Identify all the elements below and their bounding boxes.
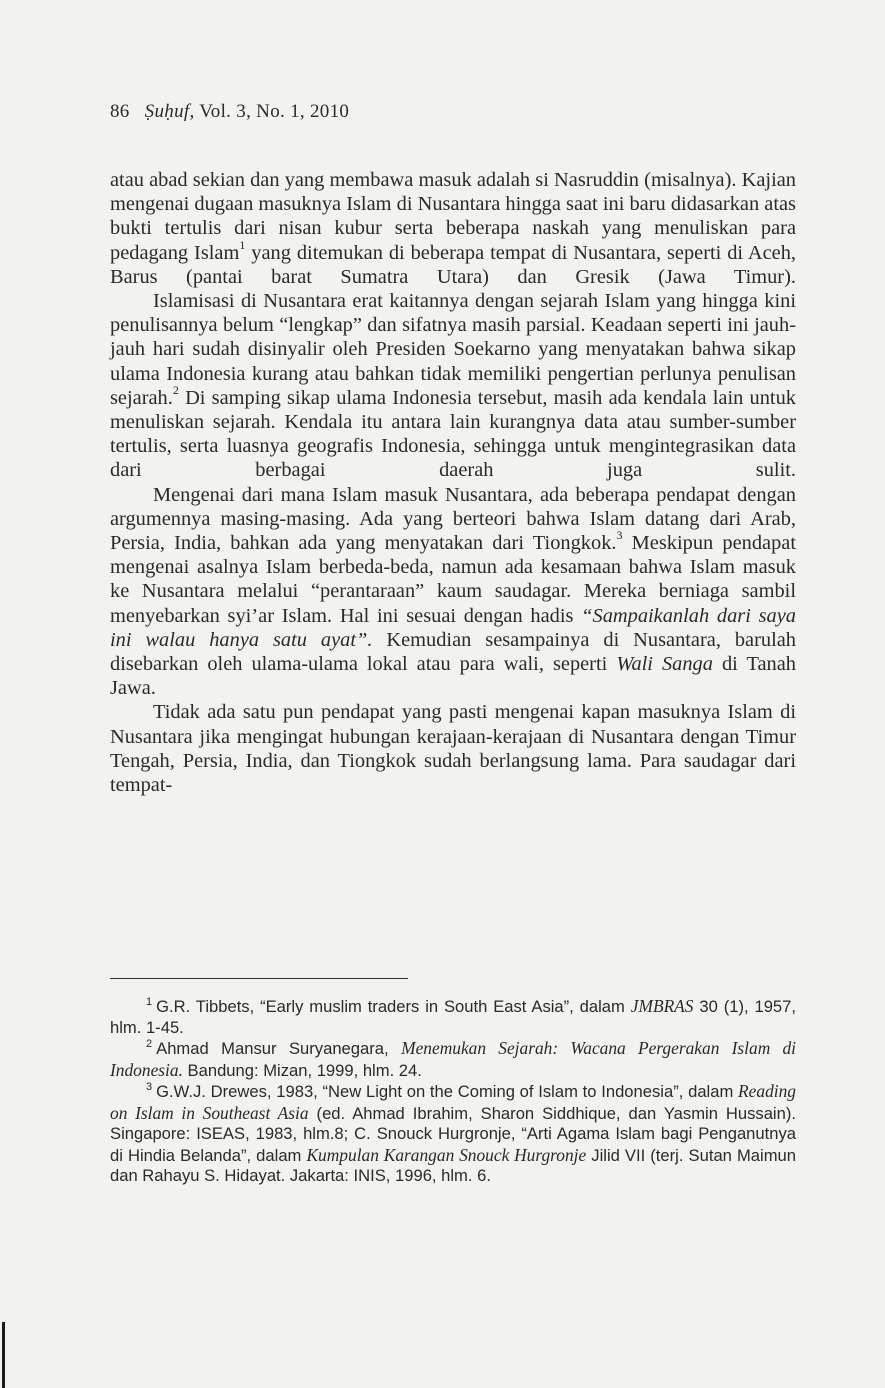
paragraph-3-text-cont: Meskipun pendapat mengenai asalnya Islam berbeda-beda, namun ada kesamaan bahwa Islam masuk ke Nusantara melalui “perantaraan” kaum saudagar. Mereka berniaga sambil menyebarkan syi’ar Islam. Hal ini sesuai dengan hadis [110, 532, 796, 627]
journal-title: Ṣuḥuf, [144, 101, 195, 122]
footnote-3 [110, 1081, 796, 1187]
footnote-3-text: G.W.J. Drewes, 1983, “New Light on the Coming of Islam to Indonesia”, dalam [156, 1082, 739, 1101]
footnote-ref-2: 2 [172, 383, 179, 398]
running-head [110, 101, 349, 123]
footnote-3-book-title-2: Kumpulan Karangan Snouck Hurgronje [306, 1144, 587, 1165]
paragraph-3-text-cont2: Kemudian sesampainya di Nusantara, barulah disebarkan oleh ulama-ulama lokal atau para wali, seperti [110, 628, 796, 676]
footnote-3-text-end: Jilid VII (terj. Sutan Maimun dan Rahayu S. Hidayat. Jakarta: INIS, 1996, hlm. 6. [110, 1145, 796, 1185]
footnote-1 [110, 996, 796, 1038]
footnote-2-text: Ahmad Mansur Suryanegara, [156, 1039, 402, 1058]
footnote-2-book-title: Menemukan Sejarah: Wacana Pergerakan Islam di Indonesia. [110, 1038, 796, 1080]
paragraph-1 [110, 168, 796, 289]
paragraph-3-text-end: di Tanah Jawa. [110, 653, 796, 700]
paragraph-1-text-cont: yang ditemukan di beberapa tempat di Nusantara, seperti di Aceh, Barus (pantai barat Sumatra Utara) dan Gresik (Jawa Timur). [110, 241, 797, 288]
footnote-2-number: 2 [146, 1038, 153, 1051]
footnote-divider [110, 978, 408, 979]
footnote-1-text-end: 30 (1), 1957, hlm. 1-45. [110, 997, 796, 1037]
paragraph-2-text-cont: Di samping sikap ulama Indonesia tersebut, masih ada kendala lain untuk menuliskan sejarah. Kendala itu antara lain kurangnya data atau sumber-sumber tertulis, serta luasnya geografis Indonesia, sehingga untuk mengintegrasikan data dari berbagai daerah juga sulit. [110, 386, 796, 482]
body-text [110, 168, 796, 797]
paragraph-1-text: atau abad sekian dan yang membawa masuk adalah si Nasruddin (misalnya). Kajian mengenai dugaan masuknya Islam di Nusantara hingga saat ini baru didasarkan atas bukti tertulis dari nisan kubur serta beberapa naskah yang menuliskan para pedagang Islam [110, 169, 796, 264]
footnote-1-journal: JMBRAS [630, 996, 694, 1016]
paragraph-3-text: Mengenai dari mana Islam masuk Nusantara, ada beberapa pendapat dengan argumennya masing-masing. Ada yang berteori bahwa Islam datang dari Arab, Persia, India, bahkan ada yang menyatakan dari Tiongkok. [110, 483, 796, 555]
footnote-1-number: 1 [146, 996, 153, 1009]
paragraph-4 [110, 700, 796, 797]
footnote-2-text-end: Bandung: Mizan, 1999, hlm. 24. [182, 1060, 422, 1080]
hadith-quote: “Sampaikanlah dari saya ini walau hanya satu ayat”. [110, 604, 796, 651]
footnote-3-book-title-1: Reading on Islam in Southeast Asia [110, 1081, 796, 1123]
footnote-3-text-cont: (ed. Ahmad Ibrahim, Sharon Siddhique, dan Yasmin Hussain). Singapore: ISEAS, 1983, hlm.8; C. Snouck Hurgronje, “Arti Agama Islam bagi Penganutnya di Hindia Belanda”, dalam [110, 1103, 796, 1165]
footnote-3-number: 3 [146, 1081, 153, 1094]
wali-sanga-term: Wali Sanga [616, 653, 713, 676]
footnote-ref-3: 3 [616, 528, 623, 543]
footnote-2 [110, 1038, 796, 1081]
footnote-ref-1: 1 [239, 237, 246, 252]
page-number: 86 [110, 101, 130, 122]
footnote-1-text: G.R. Tibbets, “Early muslim traders in South East Asia”, dalam [156, 997, 631, 1016]
journal-issue: Vol. 3, No. 1, 2010 [199, 101, 350, 122]
footnotes [110, 996, 796, 1187]
scan-edge-mark [2, 1322, 5, 1388]
paragraph-4-text: Tidak ada satu pun pendapat yang pasti mengenai kapan masuknya Islam di Nusantara jika mengingat hubungan kerajaan-kerajaan di Nusantara dengan Timur Tengah, Persia, India, dan Tiongkok sudah berlangsung lama. Para saudagar dari tempat- [110, 701, 796, 797]
paragraph-2-text: Islamisasi di Nusantara erat kaitannya dengan sejarah Islam yang hingga kini penulisannya belum “lengkap” dan sifatnya masih parsial. Keadaan seperti ini jauh-jauh hari sudah disinyalir oleh Presiden Soekarno yang menyatakan bahwa sikap ulama Indonesia kurang atau bahkan tidak memiliki pengertian perlunya penulisan sejarah. [110, 290, 796, 409]
paragraph-2 [110, 289, 796, 483]
paragraph-3 [110, 483, 796, 701]
